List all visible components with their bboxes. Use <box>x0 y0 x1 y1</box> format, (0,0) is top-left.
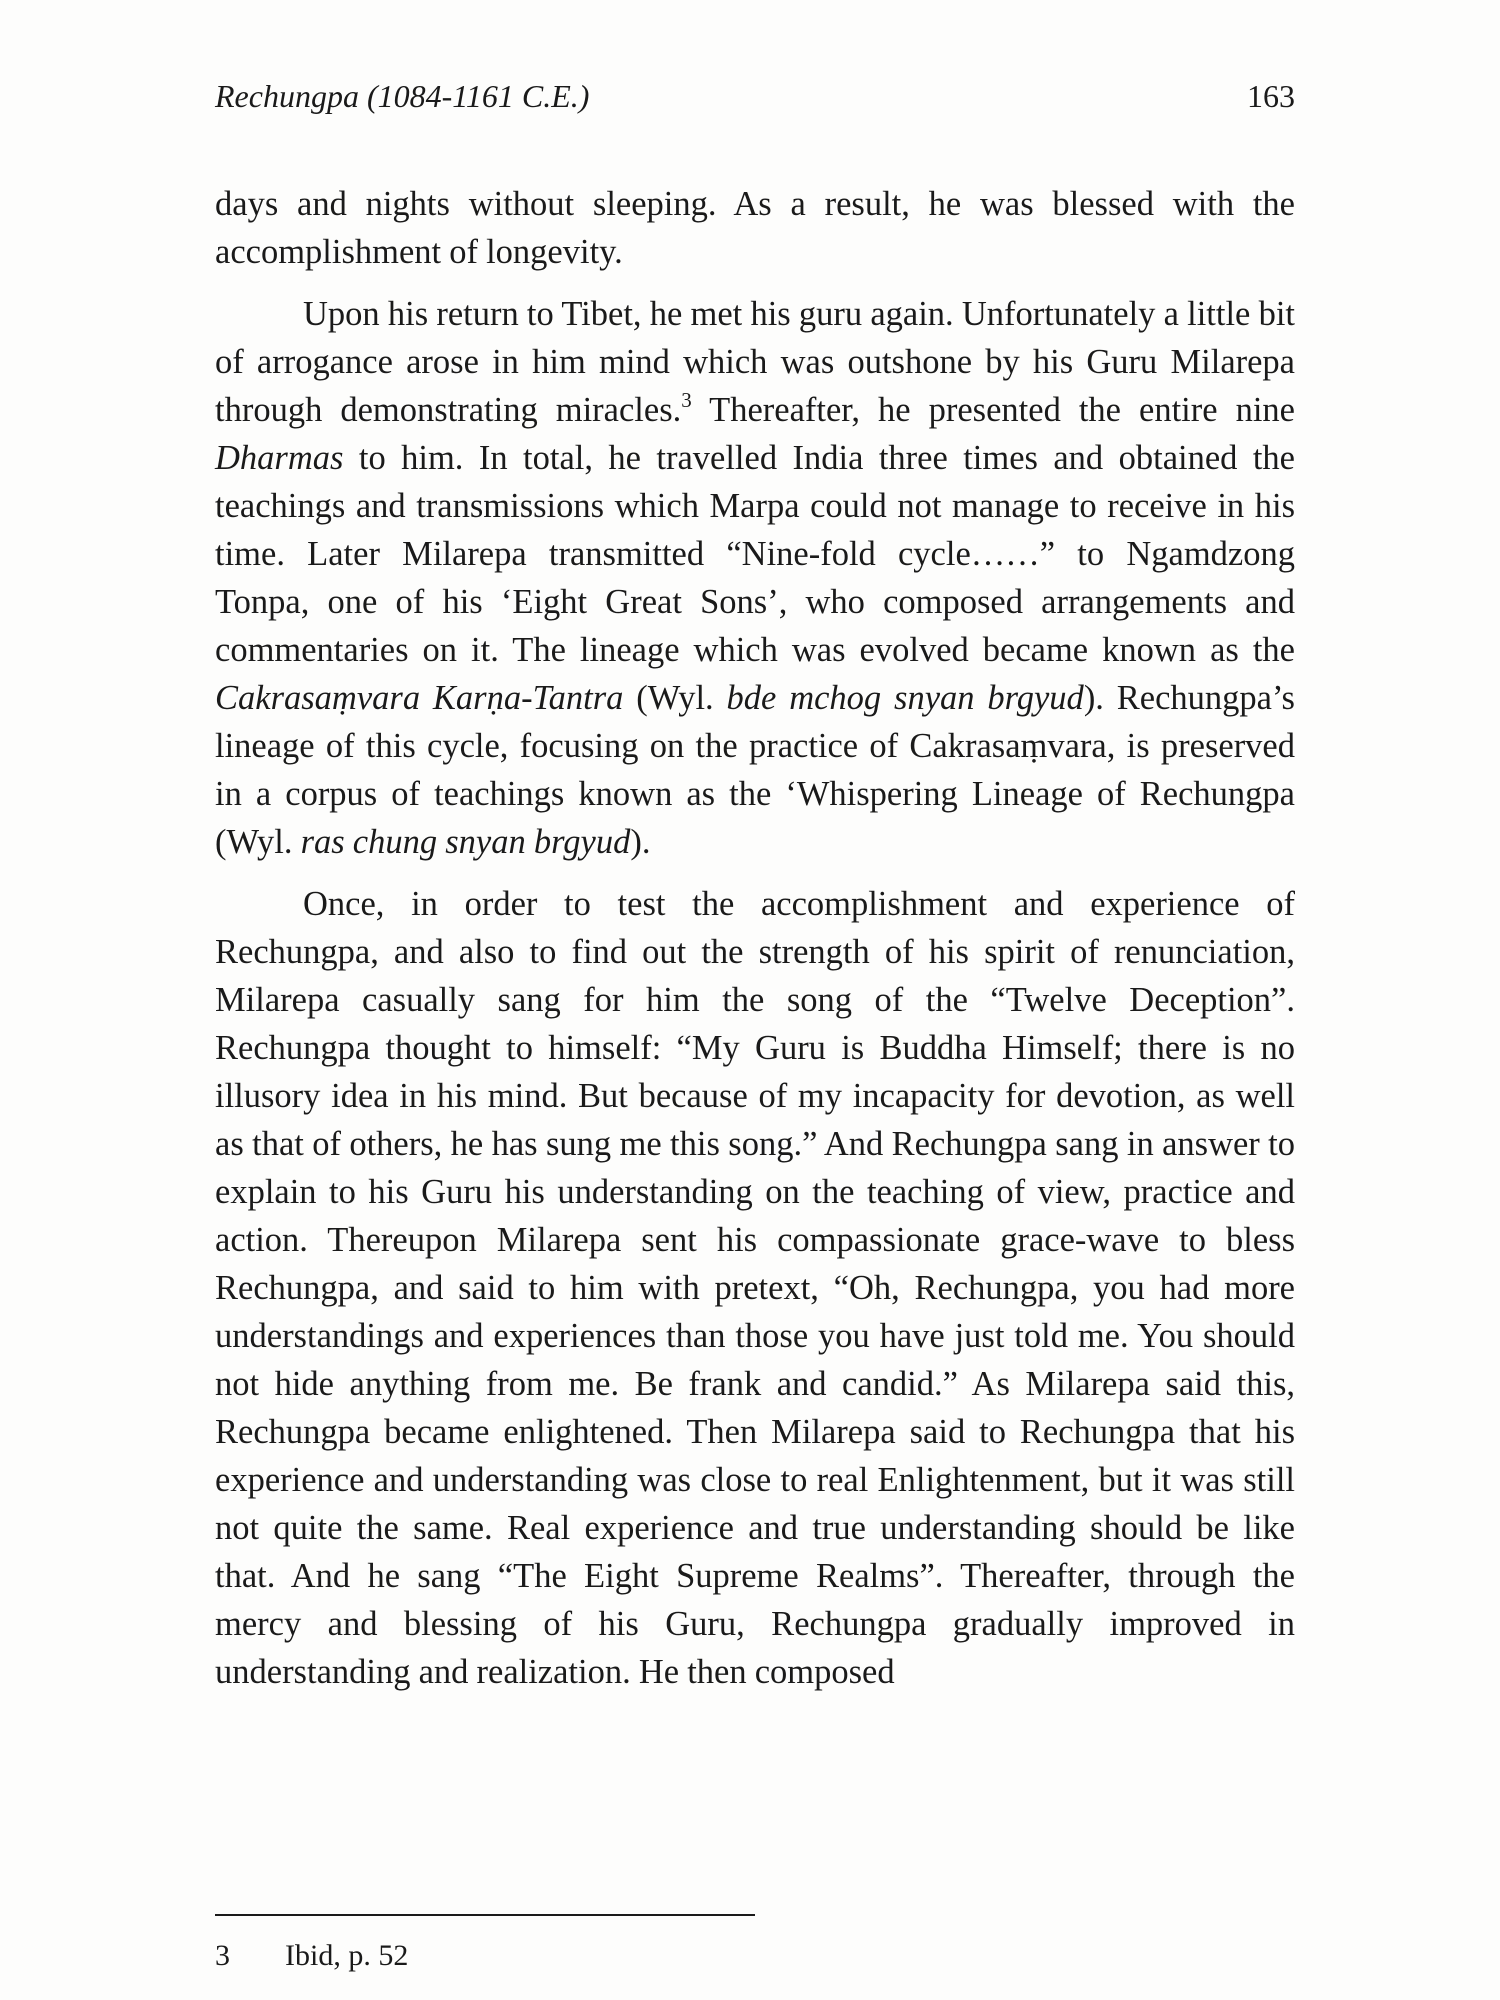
footnote-divider <box>215 1914 755 1916</box>
footnote-number: 3 <box>215 1939 230 1972</box>
term-tantra: Cakrasaṃvara Karṇa-Tantra <box>215 679 624 717</box>
paragraph-2-text-c: to him. In total, he travelled India three times and obtained the teachings and transmissions which Marpa could not manage to receive in his time. Later Milarepa transmitted “Nine-fold cycle……” to Ngamdzong Tonpa, one of his ‘Eight Great Sons’, who composed arrangements and commentaries on it. The lineage which was evolved became known as the <box>215 439 1295 669</box>
footnote-reference: 3 <box>681 388 692 412</box>
paragraph-2-text-a: Upon his return to Tibet, he met his guru again. Unfortunately a little bit of arrogance arose in him mind which was outshone by his Guru Milarepa through demonstrating miracles. <box>215 295 1295 429</box>
footnote-text: Ibid, p. 52 <box>285 1939 409 1972</box>
body-text <box>215 180 1295 1710</box>
paragraph-3-text: Once, in order to test the accomplishment and experience of Rechungpa, and also to find out the strength of his spirit of renunciation, Milarepa casually sang for him the song of the “Twelve Deception”. Rechungpa thought to himself: “My Guru is Buddha Himself; there is no illusory idea in his mind. But because of my incapacity for devotion, as well as that of others, he has sung me this song.” And Rechungpa sang in answer to explain to his Guru his understanding on the teaching of view, practice and action. Thereupon Milarepa sent his compassionate grace-wave to bless Rechungpa, and said to him with pretext, “Oh, Rechungpa, you had more understandings and experiences than those you have just told me. You should not hide anything from me. Be frank and candid.” As Milarepa said this, Rechungpa became enlightened. Then Milarepa said to Rechungpa that his experience and understanding was close to real Enlightenment, but it was still not quite the same. Real experience and true understanding should be like that. And he sang “The Eight Supreme Realms”. Thereafter, through the mercy and blessing of his Guru, Rechungpa gradually improved in understanding and realization. He then composed <box>215 885 1295 1691</box>
paragraph-3 <box>215 880 1295 1696</box>
paragraph-2-text-b: Thereafter, he presented the entire nine <box>691 391 1295 429</box>
paragraph-2 <box>215 290 1295 866</box>
wylie-term-1: bde mchog snyan brgyud <box>726 679 1084 717</box>
paragraph-1-text: days and nights without sleeping. As a result, he was blessed with the accomplishment of longevity. <box>215 185 1295 271</box>
term-dharmas: Dharmas <box>215 439 344 477</box>
running-head <box>215 78 1295 128</box>
paragraph-1 <box>215 180 1295 276</box>
paragraph-2-text-e: ). Rechungpa’s lineage of this cycle, focusing on the practice of Cakrasaṃvara, is preserved in a corpus of teachings known as the ‘Whispering Lineage of Rechungpa (Wyl. <box>215 679 1295 861</box>
paragraph-2-text-d: (Wyl. <box>623 679 727 717</box>
wylie-term-2: ras chung snyan brgyud <box>300 823 631 861</box>
paragraph-2-text-f: ). <box>630 823 651 861</box>
footnote <box>215 1936 1295 1976</box>
page-number: 163 <box>1247 78 1295 114</box>
running-title: Rechungpa (1084-1161 C.E.) <box>215 78 590 114</box>
